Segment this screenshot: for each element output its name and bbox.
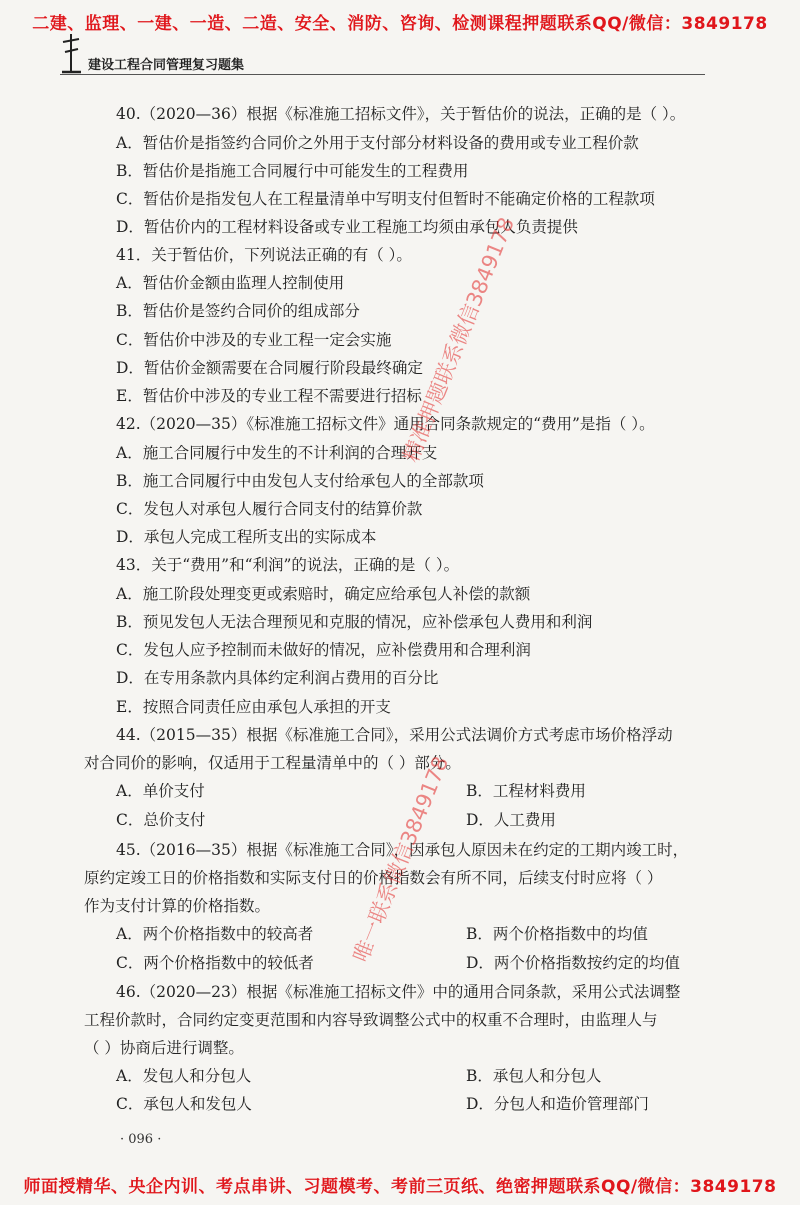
- question-46-stem-line-1: 46.（2020—23）根据《标准施工招标文件》中的通用合同条款，采用公式法调整: [116, 983, 681, 1001]
- question-44-stem-line-2: 对合同价的影响，仅适用于工程量清单中的（ ）部分。: [84, 754, 461, 772]
- running-header: [60, 32, 705, 77]
- top-banner: 二建、监理、一建、一造、二造、安全、消防、咨询、检测课程押题联系QQ/微信：3849178: [32, 14, 768, 34]
- question-46-stem-line-2: 工程价款时，合同约定变更范围和内容导致调整公式中的权重不合理时，由监理人与: [84, 1011, 658, 1029]
- page-number: · 096 ·: [120, 1132, 162, 1147]
- question-46-option-b: B．承包人和分包人: [466, 1067, 602, 1085]
- question-43-option-b: B．预见发包人无法合理预见和克服的情况，应补偿承包人费用和利润: [116, 613, 593, 631]
- question-41-option-d: D．暂估价金额需要在合同履行阶段最终确定: [116, 359, 423, 377]
- question-46-option-a: A．发包人和分包人: [116, 1067, 252, 1085]
- question-41-stem: 41．关于暂估价，下列说法正确的有（ ）。: [116, 246, 412, 264]
- watermark-1: 精准押题联系微信3849178: [398, 214, 519, 466]
- question-43-option-c: C．发包人应予控制而未做好的情况，应补偿费用和合理利润: [116, 641, 531, 659]
- question-42-stem: 42.（2020—35）《标准施工招标文件》通用合同条款规定的“费用”是指（ ）。: [116, 415, 655, 433]
- question-41-option-b: B．暂估价是签约合同价的组成部分: [116, 302, 360, 320]
- question-42-option-a: A．施工合同履行中发生的不计利润的合理开支: [116, 444, 438, 462]
- question-40-stem: 40.（2020—36）根据《标准施工招标文件》，关于暂估价的说法，正确的是（ ）。: [116, 105, 686, 123]
- question-40-option-b: B．暂估价是指施工合同履行中可能发生的工程费用: [116, 162, 469, 180]
- question-43-stem: 43．关于“费用”和“利润”的说法，正确的是（ ）。: [116, 556, 460, 574]
- header-title: 建设工程合同管理复习题集: [88, 58, 245, 73]
- question-41-option-e: E．暂估价中涉及的专业工程不需要进行招标: [116, 387, 422, 405]
- question-43-option-d: D．在专用条款内具体约定利润占费用的百分比: [116, 669, 439, 687]
- question-45-option-a: A．两个价格指数中的较高者: [116, 925, 314, 943]
- bottom-banner: 师面授精华、央企内训、考点串讲、习题模考、考前三页纸、绝密押题联系QQ/微信：3849178: [23, 1177, 777, 1197]
- watermark-2: 唯一联系微信3849178: [348, 752, 454, 966]
- question-44-option-b: B．工程材料费用: [466, 782, 586, 800]
- question-41-option-c: C．暂估价中涉及的专业工程一定会实施: [116, 331, 392, 349]
- question-44-option-d: D．人工费用: [466, 811, 556, 829]
- question-44-option-c: C．总价支付: [116, 811, 206, 829]
- question-42-option-c: C．发包人对承包人履行合同支付的结算价款: [116, 500, 423, 518]
- question-45-option-b: B．两个价格指数中的均值: [466, 925, 648, 943]
- question-40-option-a: A．暂估价是指签约合同价之外用于支付部分材料设备的费用或专业工程价款: [116, 134, 639, 152]
- question-41-option-a: A．暂估价金额由监理人控制使用: [116, 274, 345, 292]
- question-45-stem-line-3: 作为支付计算的价格指数。: [84, 897, 271, 915]
- question-45-option-c: C．两个价格指数中的较低者: [116, 954, 314, 972]
- header-rule: [60, 74, 705, 75]
- question-44-stem-line-1: 44.（2015—35）根据《标准施工合同》，采用公式法调价方式考虑市场价格浮动: [116, 726, 673, 744]
- question-45-stem-line-1: 45.（2016—35）根据《标准施工合同》，因承包人原因未在约定的工期内竣工时，: [116, 841, 689, 859]
- question-46-option-d: D．分包人和造价管理部门: [466, 1095, 649, 1113]
- question-45-option-d: D．两个价格指数按约定的均值: [466, 954, 680, 972]
- question-42-option-d: D．承包人完成工程所支出的实际成本: [116, 528, 377, 546]
- question-46-stem-line-3: （ ）协商后进行调整。: [84, 1039, 244, 1057]
- question-40-option-d: D．暂估价内的工程材料设备或专业工程施工均须由承包人负责提供: [116, 218, 578, 236]
- question-43-option-e: E．按照合同责任应由承包人承担的开支: [116, 698, 391, 716]
- question-46-option-c: C．承包人和发包人: [116, 1095, 252, 1113]
- question-40-option-c: C．暂估价是指发包人在工程量清单中写明支付但暂时不能确定价格的工程款项: [116, 190, 655, 208]
- question-44-option-a: A．单价支付: [116, 782, 205, 800]
- question-43-option-a: A．施工阶段处理变更或索赔时，确定应给承包人补偿的款额: [116, 585, 531, 603]
- question-45-stem-line-2: 原约定竣工日的价格指数和实际支付日的价格指数会有所不同，后续支付时应将（ ）: [84, 869, 663, 887]
- question-42-option-b: B．施工合同履行中由发包人支付给承包人的全部款项: [116, 472, 484, 490]
- book-logo-icon: [60, 32, 82, 74]
